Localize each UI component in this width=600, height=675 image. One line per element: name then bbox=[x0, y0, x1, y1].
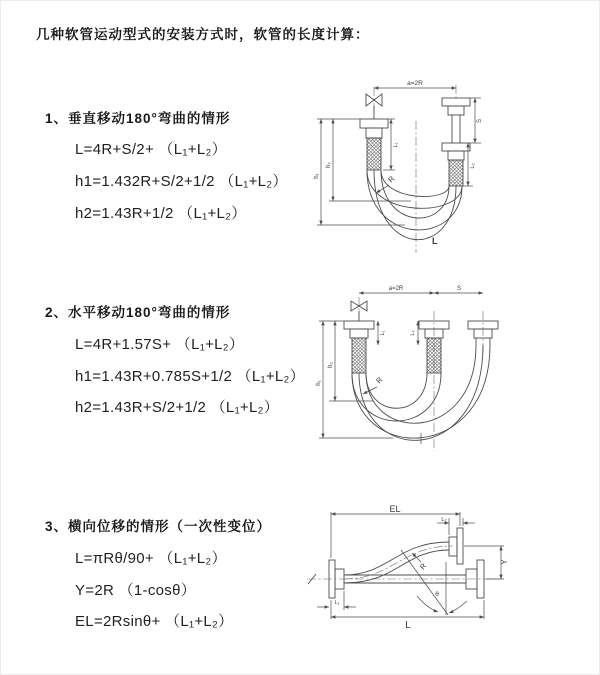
dim-label-l2: L₂ bbox=[470, 163, 476, 169]
flange-neck bbox=[448, 151, 464, 160]
dim-label-l1: L₁ bbox=[393, 142, 399, 148]
section-3-formula-Y: Y=2R （1-cosθ） bbox=[75, 582, 197, 599]
angle-arc-arrow bbox=[417, 596, 438, 612]
dim-label-y: Y bbox=[500, 559, 509, 565]
hose-curve-wall bbox=[344, 550, 449, 583]
braided-hose-section bbox=[449, 160, 463, 186]
radius-leader-arrow bbox=[363, 387, 377, 394]
dim-label-l2: L₂ bbox=[410, 330, 416, 336]
page-title: 几种软管运动型式的安装方式时，软管的长度计算： bbox=[36, 27, 370, 42]
dim-label-h2: h₂ bbox=[328, 362, 334, 368]
dim-label-l: L bbox=[405, 620, 411, 631]
section-2-heading: 2、水平移动180°弯曲的情形 bbox=[45, 305, 231, 320]
radius-label-r: R bbox=[386, 174, 397, 185]
dim-label-l1: L₁ bbox=[334, 600, 340, 606]
flange-neck bbox=[366, 128, 382, 138]
flange bbox=[360, 119, 388, 128]
braided-hose-section bbox=[352, 338, 366, 373]
diagram-horizontal-180-bend bbox=[313, 283, 593, 458]
section-2-formula-h2: h2=1.43R+S/2+1/2 （L₁+L₂） bbox=[75, 399, 280, 416]
flange-neck bbox=[448, 106, 464, 115]
dim-label-el: EL bbox=[389, 504, 401, 514]
flange bbox=[442, 143, 470, 151]
section-1-formula-L: L=4R+S/2+ （L₁+L₂） bbox=[75, 141, 227, 158]
dim-label-l1: L₁ bbox=[380, 330, 386, 336]
hose-arc bbox=[366, 345, 476, 423]
dim-label-h1: h₁ bbox=[314, 173, 320, 179]
flange-neck bbox=[350, 329, 368, 338]
section-1-formula-h2: h2=1.43R+1/2 （L₁+L₂） bbox=[75, 205, 247, 222]
dim-label-s: S bbox=[477, 118, 483, 124]
braided-hose-section bbox=[367, 138, 381, 170]
diagram-lateral-displacement bbox=[301, 504, 596, 639]
flange-hub bbox=[449, 537, 457, 556]
radius-leader-arrow bbox=[412, 553, 421, 562]
flange bbox=[344, 321, 374, 329]
hose-arc bbox=[352, 373, 441, 421]
radius-label-r: R bbox=[374, 375, 385, 386]
section-1-formula-h1: h1=1.432R+S/2+1/2 （L₁+L₂） bbox=[75, 173, 288, 190]
flange-plate bbox=[457, 528, 463, 564]
section-3-formula-L: L=πRθ/90+ （L₁+L₂） bbox=[75, 550, 227, 567]
section-2-formula-L: L=4R+1.57S+ （L₁+L₂） bbox=[75, 336, 245, 353]
braided-hose-section bbox=[427, 338, 441, 373]
dim-label-a2r: a=2R bbox=[388, 286, 404, 292]
radius-label-r: R bbox=[417, 561, 429, 572]
flange bbox=[442, 98, 470, 106]
flange-plate bbox=[477, 560, 484, 598]
dim-label-h1: h₁ bbox=[316, 380, 322, 386]
section-2-formula-h1: h1=1.43R+0.785S+1/2 （L₁+L₂） bbox=[75, 368, 305, 385]
dim-label-a2r: a=2R bbox=[407, 80, 423, 87]
angle-arc-arrow bbox=[449, 601, 467, 613]
construction-line bbox=[401, 550, 448, 615]
dim-label-h2: h₂ bbox=[326, 162, 332, 168]
diagram-vertical-180-bend bbox=[313, 73, 583, 258]
angle-label-theta: θ bbox=[435, 591, 439, 598]
section-1-heading: 1、垂直移动180°弯曲的情形 bbox=[45, 111, 231, 126]
dim-label-l: L bbox=[432, 236, 438, 246]
hose-arc bbox=[352, 345, 490, 438]
dim-label-s: S bbox=[456, 286, 462, 292]
section-3-formula-EL: EL=2Rsinθ+ （L₁+L₂） bbox=[75, 613, 234, 630]
hose-curve-wall bbox=[344, 542, 449, 575]
section-3-heading: 3、横向位移的情形（一次性变位） bbox=[45, 519, 272, 534]
dim-label-l2: L₂ bbox=[441, 517, 447, 523]
